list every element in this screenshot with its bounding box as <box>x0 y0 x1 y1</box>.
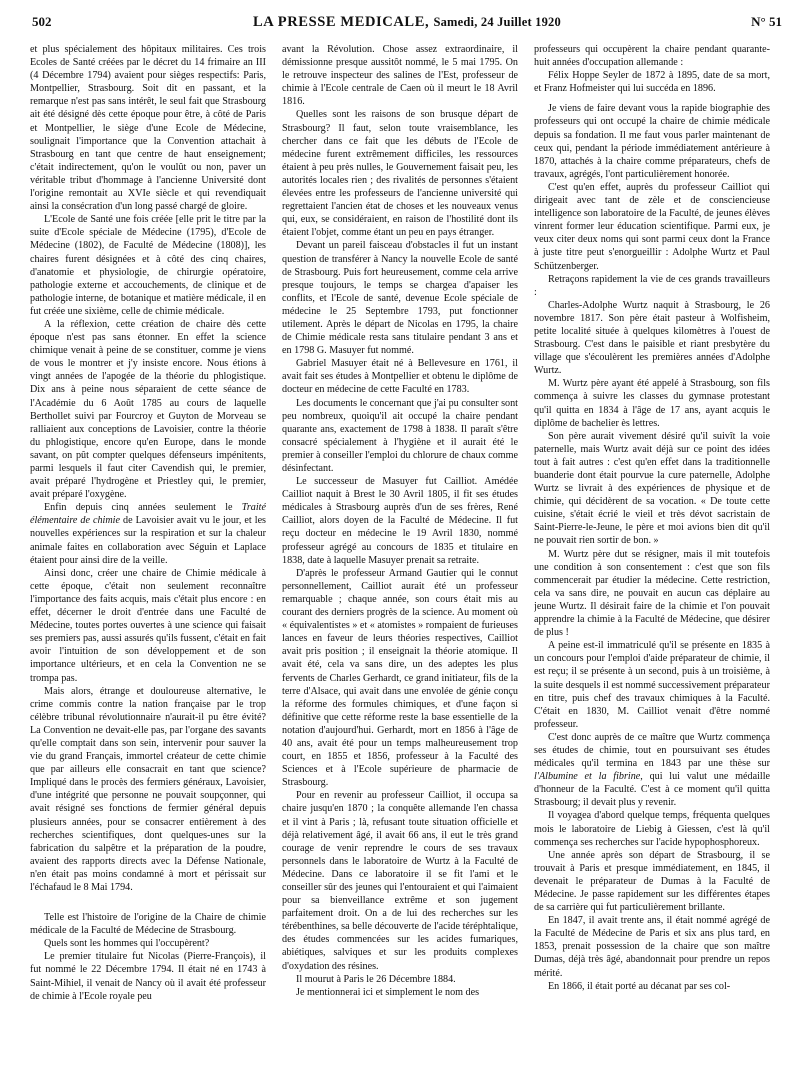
text-run: , qui lui valut une médaille d'honneur de la Faculté. C'est à ce moment qu'il quitta Strasbourg; il devait plus y revenir. <box>534 771 770 809</box>
paragraph: Je viens de faire devant vous la rapide biographie des professeurs qui ont occupé la chaire de chimie médicale depuis sa fondation. Il me faut vous parler maintenant de ceux qui, pendant la période immédiatement antérieure à 1870, attachés à la chaire comme préparateurs, chefs de travaux, agrégés, l'ont particulièrement honorée. <box>534 103 770 180</box>
journal-title-line <box>32 14 782 31</box>
text-run: Enfin depuis cinq années seulement le <box>44 502 242 514</box>
issue-date: Samedi, 24 Juillet 1920 <box>433 15 561 29</box>
column-1 <box>30 43 266 1075</box>
paragraph: Retraçons rapidement la vie de ces grands travailleurs : <box>534 273 770 298</box>
paragraph <box>534 731 770 810</box>
column-2 <box>282 43 518 1075</box>
paragraph: M. Wurtz père dut se résigner, mais il mit toutefois une condition à son consentement : c'est que son fils commencerait par étudier la médecine. Cette restriction, cela va sans dire, ne pouvait en aucun cas déplaire au jeune Wurtz. Il désirait faire de la chimie et l'on pouvait apprendre la chimie à la Faculté de Médecine, que désirer de plus ! <box>534 548 770 639</box>
thesis-title: l'Albumine et la fibrine <box>534 771 641 783</box>
paragraph: Le successeur de Masuyer fut Cailliot. Amédée Cailliot naquit à Brest le 30 Avril 1805, il fit ses études médicales à Strasbourg auprès d'un de ses frères, René Cailliot, alors doyen de la Faculté de Médecine. Il fut reçu docteur en médecine le 19 Avril 1830, nommé professeur agrégé au concours de 1835 et titulaire en 1838, date à laquelle Masuyer prenait sa retraite. <box>282 476 518 566</box>
paragraph: Le premier titulaire fut Nicolas (Pierre-François), il fut nommé le 22 Décembre 1794. Il était né en 1743 à Saint-Mihiel, il venait de Nancy où il avait été professeur de chimie à l'Ecole royale peu <box>30 951 266 1002</box>
text-run: de Lavoisier avait vu le jour, et les nouvelles expériences sur la respiration et sur la chaleur animale faites en collaboration avec Séguin et Laplace étaient pour ainsi dire de la veille. <box>30 515 266 566</box>
page-number: 502 <box>32 14 52 29</box>
paragraph: Devant un pareil faisceau d'obstacles il fut un instant question de transférer à Nancy la nouvelle Ecole de santé de Strasbourg. Puis fort heureusement, comme cela arrive presque toujours, le temps se chargea d'apaiser les conflits, et l'Ecole de santé, devenue Ecole spéciale de médecine le 25 Septembre 1793, put fonctionner utilement. Après le départ de Nicolas en 1795, la chaire de Chimie médicale resta sans titulaire pendant 3 ans et en 1798 G. Masuyer fut nommé. <box>282 240 518 357</box>
paragraph: avant la Révolution. Chose assez extraordinaire, il démissionne presque aussitôt nommé, le 5 mai 1795. On le retrouve inspecteur des salines de l'Est, professeur de chimie à l'Ecole centrale de Caen où il meurt le 18 Avril 1816. <box>282 44 518 108</box>
paragraph: et plus spécialement des hôpitaux militaires. Ces trois Ecoles de Santé créées par le décret du 14 frimaire an III (4 Décembre 1794) avaient pour sièges respectifs: Paris, Montpellier, Strasbourg. Soit dit en passant, et la remarque n'est pas sans intérêt, le seul fait que Strasbourg ait été désigné dès cette époque pour être, à côté de Paris et Montpellier, le siège d'une Ecole de Médecine, soulignait l'importance que la Convention attachait à Strasbourg en tant que centre de haut enseignement; c'était indirectement, qu'on le voulût ou non, paver un véritable tribut d'hommage à l'ancienne Université dont l'origine remontait au XVIe siècle et qui revendiquait ainsi la consécration d'un long passé chargé de gloire. <box>30 44 266 213</box>
column-3 <box>534 43 770 1075</box>
paragraph: M. Wurtz père ayant été appelé à Strasbourg, son fils commença à suivre les classes du gymnase protestant qu'il quitta en 1834 à l'âge de 17 ans, ayant acquis le diplôme de bachelier ès lettres. <box>534 378 770 429</box>
paragraph: En 1866, il était porté au décanat par ses col- <box>548 980 731 992</box>
paragraph: Il voyagea d'abord quelque temps, fréquenta quelques mois le laboratoire de Liebig à Giessen, c'est là qu'il commença ses recherches sur l'acide hypophosphoreux. <box>534 810 770 848</box>
paragraph: Pour en revenir au professeur Cailliot, il occupa sa chaire jusqu'en 1870 ; la conquête allemande l'en chassa et il vint à Paris ; là, refusant toute situation officielle et déjà relativement âgé, il avait 66 ans, il eut le très grand courage de venir reprendre le cours de ses travaux personnels dans le laboratoire de Wurtz à la Faculté de Médecine. Dans ce laboratoire il se fit l'ami et le conseiller sûr des jeunes qui l'entouraient et qui l'aimaient pour sa bienveillance extrême et son jugement parfaitement droit. On a de lui des recherches sur les térébenthines, sa belle découverte de l'acide téréphtalique, des études commencées sur les acides fumariques, abiétiques, salviques et sur les produits complexes d'oxydation des résines. <box>282 790 518 972</box>
paragraph: Ainsi donc, créer une chaire de Chimie médicale à cette époque, c'était non seulement reconnaître l'importance des faits acquis, mais c'était plus encore : en effet, décerner le droit d'entrée dans une Faculté de Médecine, toutes portes ouvertes à une science qui faisait ses premiers pas, aussi assurés qu'ils fussent, c'était en fait avoir l'intuition de son développement et de son importance ultérieurs, et en cela la Convention ne se trompa pas. <box>30 567 266 684</box>
paragraph: Quelles sont les raisons de son brusque départ de Strasbourg? Il faut, selon toute vraisemblance, les chercher dans ce fait que les débuts de l'Ecole de médecine furent extrêmement difficiles, les ressources étaient à peu près nulles, le Gouvernement faisait peu, les autorités locales rien ; des rivalités de personnes s'étaient élevées entre les professeurs de l'ancienne université qui regrettaient l'ancien état de choses et les nouveaux venus qui, eux, se considéraient, en raison de l'hostilité dont ils étaient l'objet, comme étant un peu en pays étranger. <box>282 109 518 239</box>
paragraph: En 1847, il avait trente ans, il était nommé agrégé de la Faculté de Médecine de Paris et six ans plus tard, en 1853, prenait possession de la chaire que son maître Dumas, déjà très âgé, abandonnait pour prendre un repos mérité. <box>534 915 770 979</box>
paragraph: Félix Hoppe Seyler de 1872 à 1895, date de sa mort, et Franz Hofmeister qui lui succéda en 1896. <box>534 70 770 95</box>
paragraph: Les documents le concernant que j'ai pu consulter sont peu nombreux, quoiqu'il ait occupé la chaire pendant quarante ans, exactement de 1798 à 1838. Il paraît s'être consacré spécialement à l'hygiène et il aurait été le premier à conseiller l'emploi du chlorure de chaux comme désinfectant. <box>282 397 518 474</box>
paragraph: Gabriel Masuyer était né à Bellevesure en 1761, il avait fait ses études à Montpellier et obtenu le diplôme de docteur en médecine de cette Faculté en 1783. <box>282 358 518 396</box>
paragraph: Son père aurait vivement désiré qu'il suivît la voie paternelle, mais Wurtz avait déjà sur ce point des idées tout à fait autres : c'est qu'en effet dans la traditionnelle buanderie dont était pourvue la cure paternelle, Adolphe Wurtz se livrait à des expériences de physique et de chimie, qui décidèrent de sa vocation. « De toute cette cuisine, s'était écrié le vieil et très dévot sacristain de Saint-Pierre-le-Jeune, le père et moi avions bien dit qu'il ne pouvait rien sortir de bon. » <box>534 430 770 547</box>
issue-number: N° 51 <box>751 14 782 29</box>
paragraph: Quels sont les hommes qui l'occupèrent? <box>44 938 210 950</box>
journal-name: LA PRESSE MEDICALE, <box>253 14 430 30</box>
paragraph: Je mentionnerai ici et simplement le nom des <box>296 986 480 998</box>
paragraph: Charles-Adolphe Wurtz naquit à Strasbourg, le 26 novembre 1817. Son père était pasteur à Wolfisheim, petite localité située à quelques kilomètres à l'ouest de Strasbourg. C'est dans le paisible et riant presbytère du village que s'écoulèrent les premières années d'Adolphe Wurtz. <box>534 299 770 377</box>
paragraph: professeurs qui occupèrent la chaire pendant quarante-huit années d'occupation allemande : <box>534 44 770 69</box>
page-header <box>32 14 782 34</box>
text-run: C'est donc auprès de ce maître que Wurtz commença ses études de chimie, tout en poursuivant ses études médicales qu'il termina en 1843 par une thèse sur <box>534 731 770 770</box>
paragraph: A peine est-il immatriculé qu'il se présente en 1835 à un concours pour l'emploi d'aide préparateur de chimie, il est reçu; il se présente à un second, puis à un troisième, à la suite desquels il est nommé successivement préparateur en titre, puis chef des travaux chimiques à la Faculté. C'était en 1830, M. Cailliot venait d'être nommé professeur. <box>534 640 770 730</box>
paragraph: C'est qu'en effet, auprès du professeur Cailliot qui dirigeait avec tant de zèle et de consciencieuse intelligence son laboratoire de la Faculté, de jeunes élèves vinrent former leur éducation scientifique. Parmi eux, je veux citer deux noms qui sont parmi ceux dont la France à juste titre peut s'enorgueillir : Adolphe Wurtz et Paul Schützenberger. <box>534 181 770 272</box>
paragraph <box>30 501 266 566</box>
paragraph: Mais alors, étrange et douloureuse alternative, le crime commis contre la nation française par le trop célèbre tribunal révolutionnaire n'aurait-il pu être évité? La Convention ne devait-elle pas, par l'organe des savants qu'elle comptait dans son sein, intervenir pour sauver la vie du grand Français, immortel créateur de cette chimie que par ailleurs elle consacrait en tant que science? Impliqué dans le procès des fermiers généraux, Lavoisier, d'une intégrité que personne ne pouvait soupçonner, qui avait résigné ses fonctions de fermier général depuis plusieurs années, pour se consacrer entièrement à des recherches scientifiques, dont quelques-unes sur la fabrication du salpêtre et la préparation de la poudre, avaient des rapports directs avec la Défense Nationale, n'en était pas moins condamné à mort et périssait sur l'échafaud le 8 Mai 1794. <box>30 685 266 893</box>
paragraph: D'après le professeur Armand Gautier qui le connut personnellement, Cailliot aurait été un professeur remarquable ; chaque année, son cours était mis au courant des derniers progrès de la science. Au moment où « équivalentistes » et « atomistes » rompaient de furieuses lances en faveur de leurs théories respectives, Cailliot avait pris position ; il enseignait la théorie atomique. Il avait été, cela va sans dire, un des adeptes les plus fervents de Charles Gerhardt, ce grand initiateur, fils de la terre d'Alsace, qui avait dans une envolée de génie conçu la réforme des formules chimiques, et d'une façon si définitive que cette réforme reste la base essentielle de la notation d'aujourd'hui. Gerhardt, mort en 1856 à l'âge de 40 ans, avait été pour un temps malheureusement trop court, en 1855 et 1856, professeur à la Faculté des Sciences et à l'Ecole supérieure de pharmacie de Strasbourg. <box>282 567 518 789</box>
book-title: Traité élémentaire de chimie <box>30 502 266 527</box>
paragraph: L'Ecole de Santé une fois créée [elle prit le titre par la suite d'Ecole spéciale de Médecine (1795), d'Ecole de Médecine (1802), de Faculté de Médecine (1808)], les chaires furent désignées et à côté des cinq chaires, d'anatomie et physiologie, de chirurgie opératoire, pathologie externe et accouchements, de clinique et de pathologie interne, de botanique et matière médicale, il en fut créée une sixième, celle de chimie médicale. <box>30 214 266 317</box>
paragraph: Il mourut à Paris le 26 Décembre 1884. <box>296 973 456 985</box>
paragraph: Une année après son départ de Strasbourg, il se trouvait à Paris et presque immédiatement, en 1845, il devenait le préparateur de Dumas à la Faculté de Médecine. Je passe rapidement sur les différentes étapes de sa carrière qui fut particulièrement brillante. <box>534 849 770 914</box>
paragraph: Telle est l'histoire de l'origine de la Chaire de chimie médicale de la Faculté de Médecine de Strasbourg. <box>30 912 266 937</box>
paragraph: A la réflexion, cette création de chaire dès cette époque n'est pas sans étonner. En effet la science chimique venait à peine de se constituer, comme je viens de vous le montrer et j'y insiste encore. Nous étions à vingt années de l'apogée de la théorie du phlogistique. Dix ans à peine nous séparaient de cette séance de l'Académie du 6 Août 1785 au cours de laquelle Berthollet suivi par Fourcroy et Guyton de Morveau se ralliaient aux conceptions de Lavoisier, contre la théorie du phlogistique, encore qu'en Europe, dans le monde savant, on pût compter quelques défenseurs impénitents, parmi lesquels il faut citer Cavendish qui, le premier, avait préparé l'hydrogène et Priestley qui, le premier, avait préparé l'oxygène. <box>30 318 266 501</box>
